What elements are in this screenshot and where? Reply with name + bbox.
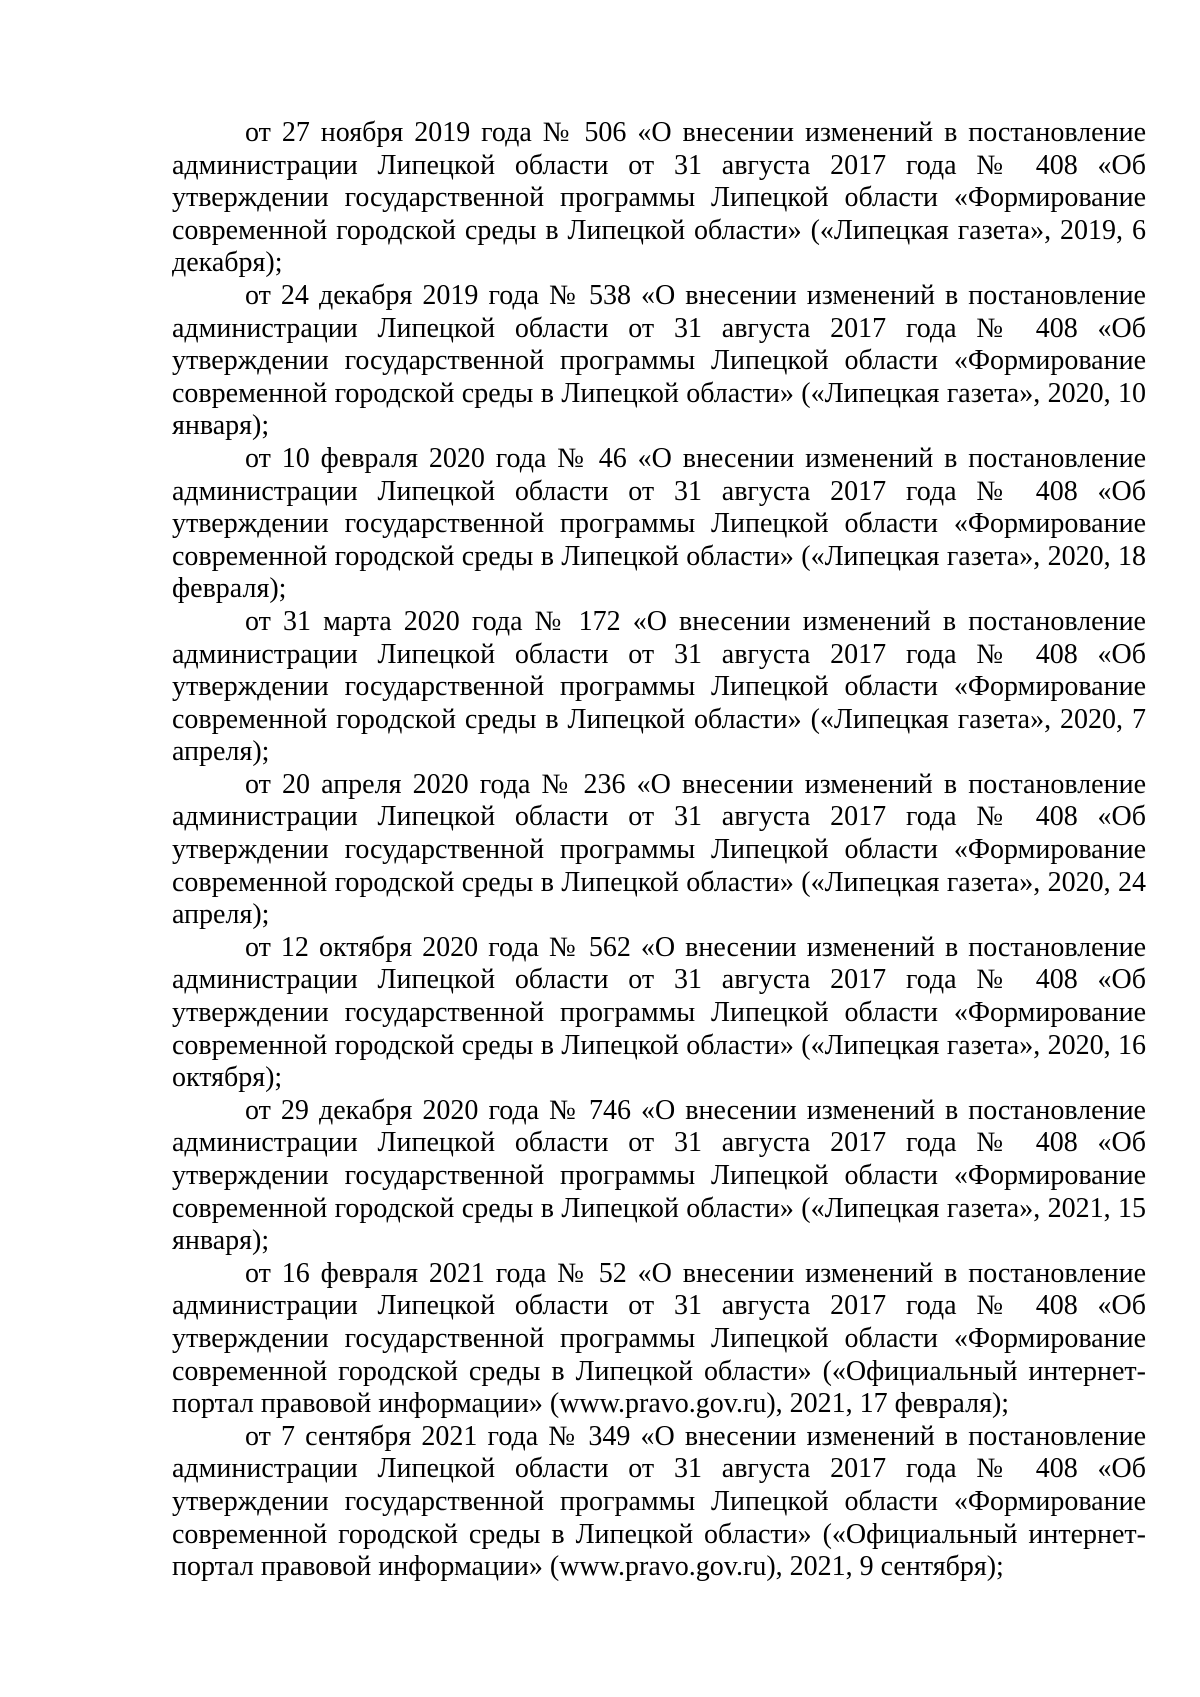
amendment-paragraph: от 20 апреля 2020 года № 236 «О внесении изменений в постановление администрации Липецкой области от 31 августа 2017 года № 408 «Об утверждении государственной программы Липецкой области «Формирование современной городской среды в Липецкой области» («Липецкая газета», 2020, 24 апреля); — [172, 768, 1146, 931]
document-page — [172, 117, 1146, 1584]
amendment-paragraph: от 24 декабря 2019 года № 538 «О внесении изменений в постановление администрации Липецкой области от 31 августа 2017 года № 408 «Об утверждении государственной программы Липецкой области «Формирование современной городской среды в Липецкой области» («Липецкая газета», 2020, 10 января); — [172, 279, 1146, 442]
amendment-paragraph: от 27 ноября 2019 года № 506 «О внесении изменений в постановление администрации Липецкой области от 31 августа 2017 года № 408 «Об утверждении государственной программы Липецкой области «Формирование современной городской среды в Липецкой области» («Липецкая газета», 2019, 6 декабря); — [172, 117, 1146, 279]
amendment-paragraph: от 29 декабря 2020 года № 746 «О внесении изменений в постановление администрации Липецкой области от 31 августа 2017 года № 408 «Об утверждении государственной программы Липецкой области «Формирование современной городской среды в Липецкой области» («Липецкая газета», 2021, 15 января); — [172, 1094, 1146, 1257]
amendment-paragraph: от 10 февраля 2020 года № 46 «О внесении изменений в постановление администрации Липецкой области от 31 августа 2017 года № 408 «Об утверждении государственной программы Липецкой области «Формирование современной городской среды в Липецкой области» («Липецкая газета», 2020, 18 февраля); — [172, 442, 1146, 605]
amendment-paragraph: от 16 февраля 2021 года № 52 «О внесении изменений в постановление администрации Липецкой области от 31 августа 2017 года № 408 «Об утверждении государственной программы Липецкой области «Формирование современной городской среды в Липецкой области» («Официальный интернет-портал правовой информации» (www.pravo.gov.ru), 2021, 17 февраля); — [172, 1257, 1146, 1420]
amendment-paragraph: от 7 сентября 2021 года № 349 «О внесении изменений в постановление администрации Липецкой области от 31 августа 2017 года № 408 «Об утверждении государственной программы Липецкой области «Формирование современной городской среды в Липецкой области» («Официальный интернет-портал правовой информации» (www.pravo.gov.ru), 2021, 9 сентября); — [172, 1420, 1146, 1583]
amendment-paragraph: от 31 марта 2020 года № 172 «О внесении изменений в постановление администрации Липецкой области от 31 августа 2017 года № 408 «Об утверждении государственной программы Липецкой области «Формирование современной городской среды в Липецкой области» («Липецкая газета», 2020, 7 апреля); — [172, 605, 1146, 768]
amendment-paragraph: от 12 октября 2020 года № 562 «О внесении изменений в постановление администрации Липецкой области от 31 августа 2017 года № 408 «Об утверждении государственной программы Липецкой области «Формирование современной городской среды в Липецкой области» («Липецкая газета», 2020, 16 октября); — [172, 931, 1146, 1094]
